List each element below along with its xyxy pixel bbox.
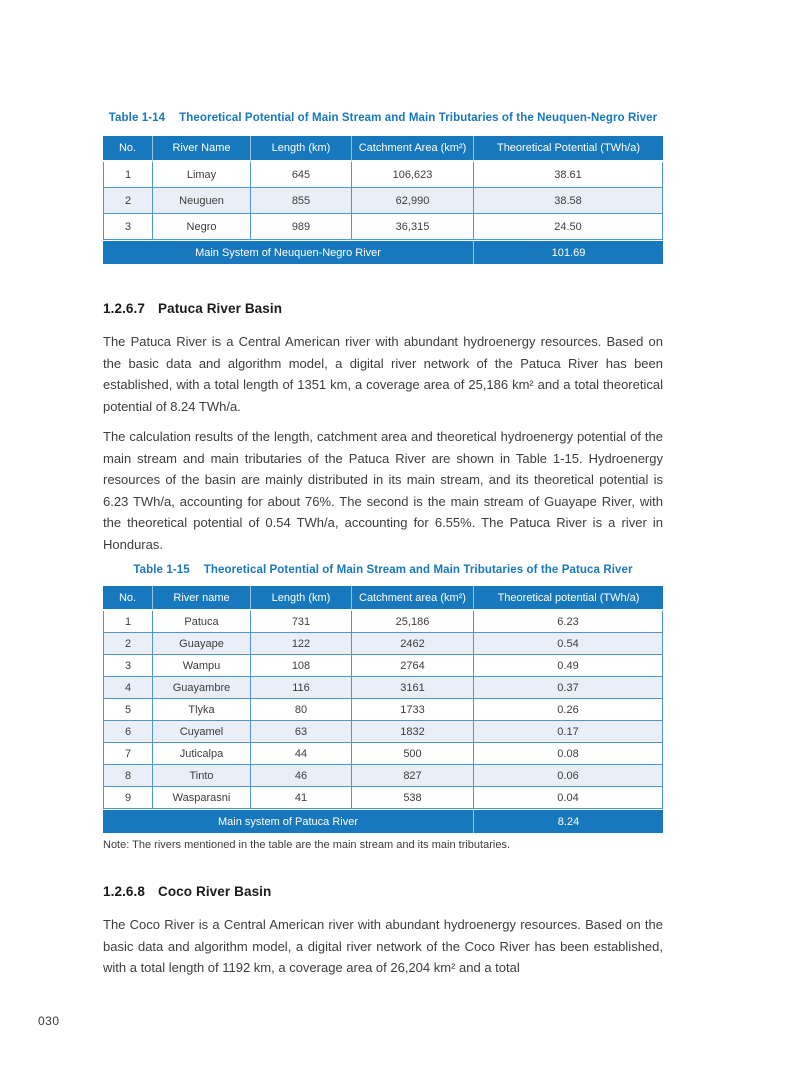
table-cell: 62,990: [351, 188, 473, 214]
table-note: Note: The rivers mentioned in the table are the main stream and its main tributaries.: [103, 839, 510, 851]
page-number: 030: [38, 1014, 60, 1028]
table-row: [103, 188, 663, 214]
table-cell: 731: [250, 611, 351, 633]
section-heading-patuca: [103, 301, 663, 316]
table-cell: 0.06: [473, 765, 663, 787]
table-header-cell: River name: [152, 586, 250, 611]
table-cell: 106,623: [351, 162, 473, 188]
table-row: [103, 214, 663, 240]
table-header-cell: River Name: [152, 136, 250, 162]
table-row: [103, 655, 663, 677]
table-cell: 2764: [351, 655, 473, 677]
section-number: 1.2.6.7: [103, 301, 145, 316]
table-header-cell: Catchment Area (km²): [351, 136, 473, 162]
section-title: Coco River Basin: [157, 884, 272, 899]
table-cell: Cuyamel: [152, 721, 250, 743]
section-number: 1.2.6.8: [103, 884, 145, 899]
table-cell: 9: [103, 787, 152, 809]
table-cell: 38.58: [473, 188, 663, 214]
table-cell: 7: [103, 743, 152, 765]
table-row: [103, 699, 663, 721]
table-cell: Guayambre: [152, 677, 250, 699]
page-content: [103, 0, 663, 979]
table-cell: 38.61: [473, 162, 663, 188]
table-cell: 1733: [351, 699, 473, 721]
table-cell: 500: [351, 743, 473, 765]
table-cell: 855: [250, 188, 351, 214]
table-row: [103, 787, 663, 809]
table-cell: 6: [103, 721, 152, 743]
table-row: [103, 611, 663, 633]
table-cell: 80: [250, 699, 351, 721]
table-cell: 36,315: [351, 214, 473, 240]
table-cell: Wasparasni: [152, 787, 250, 809]
table-cell: 41: [250, 787, 351, 809]
table-header-row: [103, 586, 663, 611]
table-1-14-label: Table 1-14: [108, 112, 166, 124]
table-header-cell: Length (km): [250, 586, 351, 611]
table-header-cell: No.: [103, 136, 152, 162]
table-cell: 24.50: [473, 214, 663, 240]
table-footer-value: 101.69: [473, 240, 663, 264]
table-1-14-caption: [103, 112, 663, 124]
section-heading-coco: [103, 884, 663, 899]
table-cell: 44: [250, 743, 351, 765]
table-cell: 46: [250, 765, 351, 787]
table-footer-label: Main system of Patuca River: [103, 809, 473, 833]
table-row: [103, 633, 663, 655]
table-cell: 25,186: [351, 611, 473, 633]
table-cell: Tinto: [152, 765, 250, 787]
table-cell: 3: [103, 655, 152, 677]
table-footer-row: [103, 809, 663, 833]
table-cell: 538: [351, 787, 473, 809]
table-cell: 1: [103, 162, 152, 188]
paragraph: The Coco River is a Central American river with abundant hydroenergy resources. Based on the basic data and algorithm model, a digital river network of the Coco River has been established, with a total length of 1192 km, a coverage area of 26,204 km² and a total: [103, 917, 663, 975]
table-cell: 0.26: [473, 699, 663, 721]
table-cell: 63: [250, 721, 351, 743]
table-row: [103, 743, 663, 765]
table-row: [103, 677, 663, 699]
table-cell: 2: [103, 633, 152, 655]
table-cell: 122: [250, 633, 351, 655]
table-cell: 827: [351, 765, 473, 787]
table-cell: 0.54: [473, 633, 663, 655]
table-cell: 0.08: [473, 743, 663, 765]
table-row: [103, 765, 663, 787]
table-cell: Tlyka: [152, 699, 250, 721]
table-cell: 0.49: [473, 655, 663, 677]
paragraph: The calculation results of the length, catchment area and theoretical hydroenergy potential of the main stream and main tributaries of the Patuca River are shown in Table 1-15. Hydroenergy resources of the basin are mainly distributed in its main stream, and its theoretical potential is 6.23 TWh/a, accounting for about 76%. The second is the main stream of Guayape River, with the theoretical potential of 0.54 TWh/a, accounting for 6.55%. The Patuca River is a river in Honduras.: [103, 429, 663, 552]
table-cell: Negro: [152, 214, 250, 240]
table-footer-row: [103, 240, 663, 264]
table-cell: 6.23: [473, 611, 663, 633]
table-header-cell: No.: [103, 586, 152, 611]
table-cell: 0.17: [473, 721, 663, 743]
table-cell: 2462: [351, 633, 473, 655]
table-cell: Limay: [152, 162, 250, 188]
table-cell: Neuguen: [152, 188, 250, 214]
table-row: [103, 721, 663, 743]
table-cell: 8: [103, 765, 152, 787]
table-header-cell: Theoretical potential (TWh/a): [473, 586, 663, 611]
table-footer-label: Main System of Neuquen-Negro River: [103, 240, 473, 264]
table-cell: Patuca: [152, 611, 250, 633]
table-1-15: [103, 586, 663, 833]
table-cell: 2: [103, 188, 152, 214]
table-cell: 989: [250, 214, 351, 240]
table-cell: 116: [250, 677, 351, 699]
table-cell: Wampu: [152, 655, 250, 677]
table-header-cell: Catchment area (km²): [351, 586, 473, 611]
table-cell: 0.04: [473, 787, 663, 809]
table-cell: 645: [250, 162, 351, 188]
table-cell: 0.37: [473, 677, 663, 699]
table-1-14: [103, 136, 663, 264]
table-1-14-title-text: Theoretical Potential of Main Stream and Main Tributaries of the Neuquen-Negro River: [179, 112, 658, 124]
table-footer-value: 8.24: [473, 809, 663, 833]
table-1-15-title-text: Theoretical Potential of Main Stream and Main Tributaries of the Patuca River: [203, 564, 633, 576]
table-cell: 108: [250, 655, 351, 677]
table-header-cell: Length (km): [250, 136, 351, 162]
table-cell: 3161: [351, 677, 473, 699]
table-row: [103, 162, 663, 188]
paragraph: The Patuca River is a Central American river with abundant hydroenergy resources. Based on the basic data and algorithm model, a digital river network of the Patuca River has been established, with a total length of 1351 km, a coverage area of 25,186 km² and a total theoretical potential of 8.24 TWh/a.: [103, 334, 663, 414]
table-header-cell: Theoretical Potential (TWh/a): [473, 136, 663, 162]
table-cell: 1: [103, 611, 152, 633]
table-header-row: [103, 136, 663, 162]
table-cell: Guayape: [152, 633, 250, 655]
table-cell: 5: [103, 699, 152, 721]
table-1-15-caption: [103, 564, 663, 576]
table-1-15-label: Table 1-15: [133, 564, 190, 576]
table-cell: 4: [103, 677, 152, 699]
table-cell: Juticalpa: [152, 743, 250, 765]
section-title: Patuca River Basin: [157, 301, 283, 316]
table-cell: 1832: [351, 721, 473, 743]
table-cell: 3: [103, 214, 152, 240]
